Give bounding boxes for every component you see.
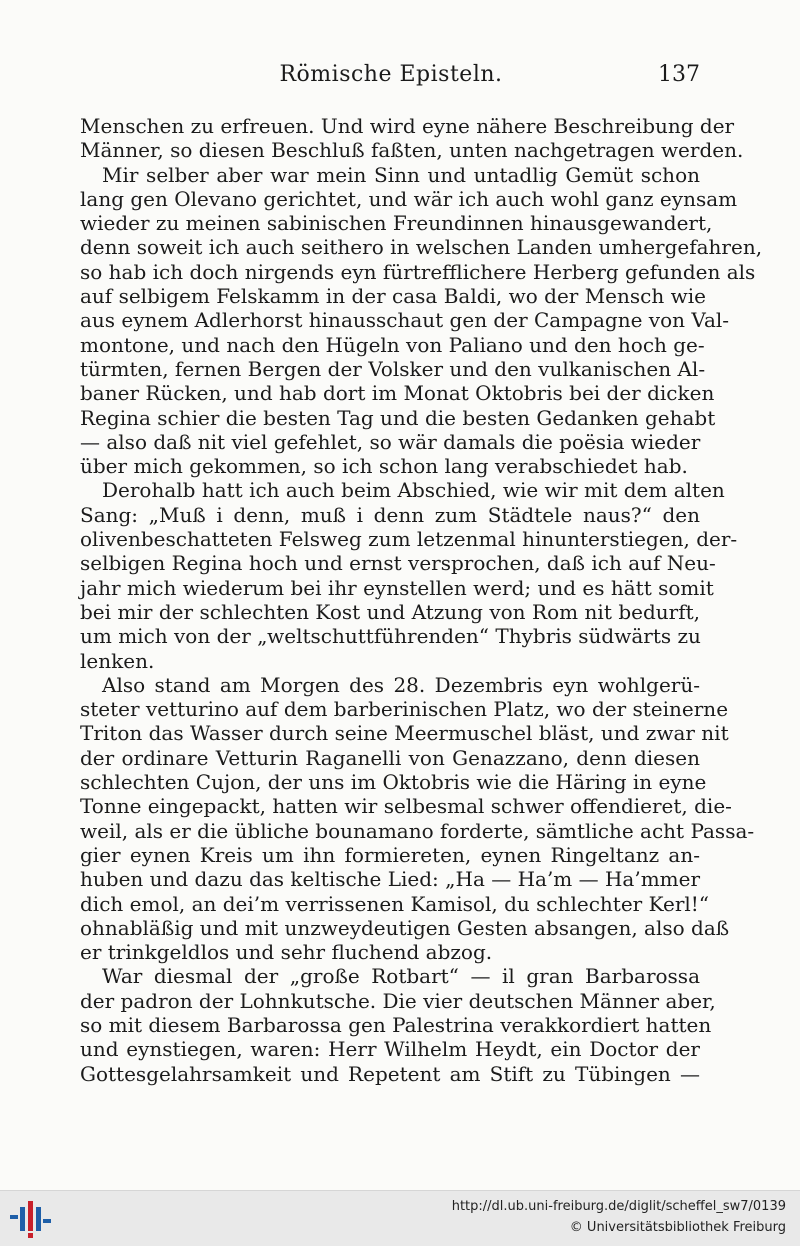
text-line: Menschen zu erfreuen. Und wird eyne nähere Beschreibung der: [80, 114, 735, 138]
text-line: Regina schier die besten Tag und die besten Gedanken gehabt: [80, 405, 716, 430]
text-line: um mich von der „weltschuttführenden“ Thybris südwärts zu: [80, 624, 701, 649]
footer-bar: [0, 1190, 800, 1246]
text-line: gier eynen Kreis um ihn formiereten, eynen Ringeltanz an-: [80, 842, 700, 867]
text-line: türmten, fernen Bergen der Volsker und den vulkanischen Al-: [80, 356, 706, 381]
text-line: War diesmal der „große Rotbart“ — il gran Barbarossa: [102, 964, 700, 989]
page-number: 137: [658, 62, 700, 87]
running-head: [82, 62, 700, 96]
text-line: schlechten Cujon, der uns im Oktobris wie die Häring in eyne: [80, 770, 707, 795]
copyright-text: © Universitätsbibliothek Freiburg: [569, 1220, 786, 1235]
text-line: Männer, so diesen Beschluß faßten, unten nachgetragen werden.: [80, 138, 744, 163]
text-line: Gottesgelahrsamkeit und Repetent am Stift zu Tübingen —: [80, 1061, 700, 1086]
text-line: er trinkgeldlos und sehr fluchend abzog.: [80, 940, 493, 965]
text-line: — also daß nit viel gefehlet, so wär damals die poësia wieder: [80, 429, 701, 454]
text-line: olivenbeschatteten Felsweg zum letzenmal hinunterstiegen, der-: [80, 527, 738, 552]
text-line: lang gen Olevano gerichtet, und wär ich auch wohl ganz eynsam: [80, 186, 738, 211]
source-url-link[interactable]: http://dl.ub.uni-freiburg.de/diglit/scheffel_sw7/0139: [451, 1199, 786, 1214]
text-line: denn soweit ich auch seithero in welschen Landen umhergefahren,: [80, 235, 763, 260]
text-line: jahr mich wiederum bei ihr eynstellen werd; und es hätt somit: [80, 575, 714, 600]
text-line: wieder zu meinen sabinischen Freundinnen hinausgewandert,: [80, 211, 713, 236]
running-title: Römische Episteln.: [279, 62, 503, 87]
text-line: und eynstiegen, waren: Herr Wilhelm Heydt, ein Doctor der: [80, 1037, 700, 1062]
ub-freiburg-logo-icon[interactable]: [8, 1197, 52, 1241]
text-line: weil, als er die übliche bounamano forderte, sämtliche acht Passa-: [80, 818, 755, 843]
text-line: montone, und nach den Hügeln von Paliano und den hoch ge-: [80, 332, 705, 357]
text-line: aus eynem Adlerhorst hinausschaut gen der Campagne von Val-: [80, 308, 730, 333]
body-text: [80, 114, 763, 1086]
logo-graphic: [8, 1197, 52, 1241]
text-line: Mir selber aber war mein Sinn und untadlig Gemüt schon: [102, 162, 700, 187]
text-line: der ordinare Vetturin Raganelli von Genazzano, denn diesen: [80, 745, 700, 770]
text-line: huben und dazu das keltische Lied: „Ha — Ha’m — Ha’mmer: [80, 867, 701, 892]
text-line: so hab ich doch nirgends eyn fürtrefflichere Herberg gefunden als: [80, 259, 756, 284]
text-line: Tonne eingepackt, hatten wir selbesmal schwer offendieret, die-: [80, 794, 732, 819]
text-line: selbigen Regina hoch und ernst versprochen, daß ich auf Neu-: [80, 551, 716, 576]
text-line: auf selbigem Felskamm in der casa Baldi, wo der Mensch wie: [80, 284, 706, 309]
text-line: baner Rücken, und hab dort im Monat Oktobris bei der dicken: [80, 381, 715, 406]
text-line: Derohalb hatt ich auch beim Abschied, wie wir mit dem alten: [102, 478, 725, 503]
text-line: so mit diesem Barbarossa gen Palestrina verakkordiert hatten: [80, 1012, 712, 1037]
text-line: über mich gekommen, so ich schon lang verabschiedet hab.: [80, 454, 688, 479]
text-line: Sang: „Muß i denn, muß i denn zum Städtele naus?“ den: [80, 502, 700, 527]
text-line: Also stand am Morgen des 28. Dezembris eyn wohlgerü-: [102, 672, 700, 697]
text-line: bei mir der schlechten Kost und Atzung von Rom nit bedurft,: [80, 599, 700, 624]
text-line: der padron der Lohnkutsche. Die vier deutschen Männer aber,: [80, 988, 716, 1013]
text-line: steter vetturino auf dem barberinischen Platz, wo der steinerne: [80, 697, 729, 722]
text-line: dich emol, an dei’m verrissenen Kamisol, du schlechter Kerl!“: [80, 891, 710, 916]
text-line: lenken.: [80, 648, 155, 673]
text-line: Triton das Wasser durch seine Meermuschel bläst, und zwar nit: [80, 721, 729, 746]
text-line: ohnabläßig und mit unzweydeutigen Gesten absangen, also daß: [80, 915, 730, 940]
